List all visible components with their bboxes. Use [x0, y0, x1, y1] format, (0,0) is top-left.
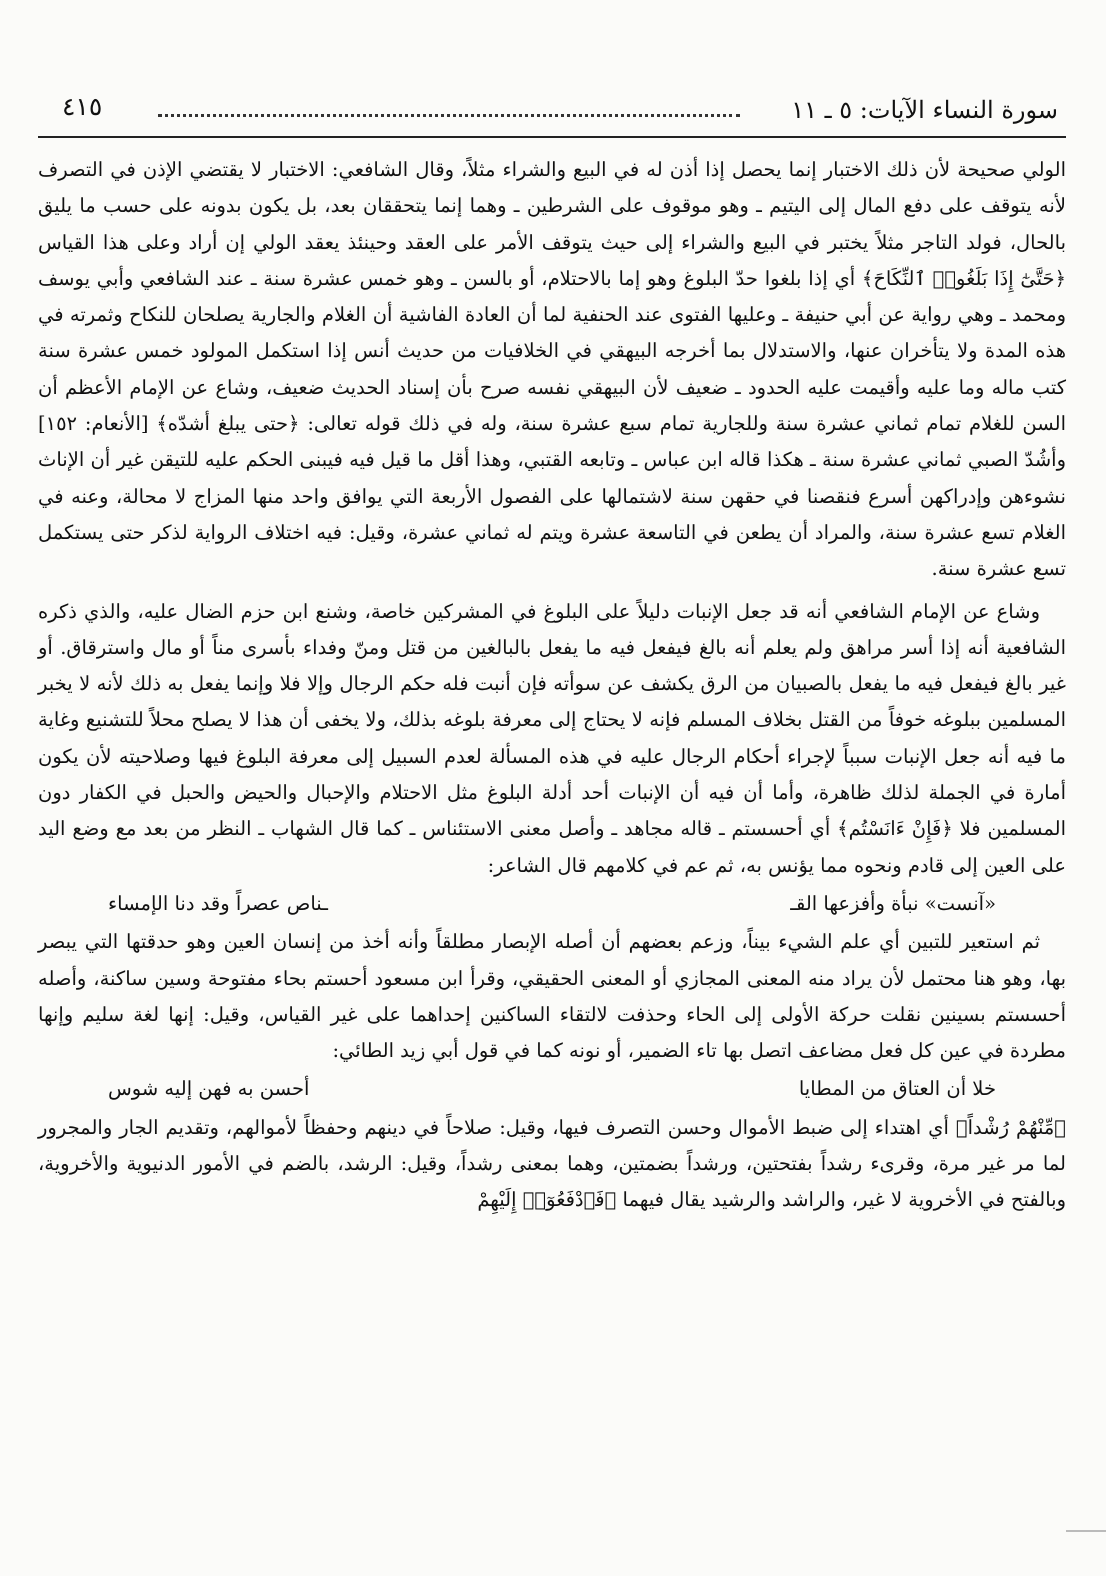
verse-1-second-hemistich: ـناص عصراً وقد دنا الإمساء: [108, 891, 328, 915]
surah-title: سورة النساء الآيات: ٥ ـ ١١: [791, 96, 1058, 124]
verse-1-first-hemistich: «آنست» نبأة وأفزعها القـ: [790, 891, 996, 915]
poetry-verse-1: [38, 886, 1066, 922]
paragraph-4: ﴿مِّنْهُمْ رُشْداً﴾ أي اهتداء إلى ضبط الأموال وحسن التصرف فيها، وقيل: صلاحاً في دينهم وحفظاً لأموالهم، وتقديم الجار والمجرور لما مر غير مرة، وقرىء رشداً بفتحتين، ورشداً بضمتين، وهما بمعنى رشداً، وقيل: الرشد، بالضم في الأمور الدنيوية والأخروية، وبالفتح في الأخروية لا غير، والراشد والرشيد يقال فيهما ﴿فَٱدْفَعُوٓا۟ إِلَيْهِمْ: [38, 1115, 1066, 1212]
main-text: [38, 152, 1066, 1219]
verse-2-first-hemistich: خلا أن العتاق من المطايا: [798, 1077, 996, 1101]
book-page: [38, 92, 1066, 1212]
paragraph-3: ثم استعير للتبين أي علم الشيء بيناً، وزعم بعضهم أن أصله الإبصار مطلقاً وأنه أخذ من إنسان العين وهو حدقتها التي يبصر بها، وهو هنا محتمل لأن يراد منه المعنى المجازي أو المعنى الحقيقي، وقرأ ابن مسعود أحستم بحاء مفتوحة وسين ساكنة، وأصله أحسستم بسينين نقلت حركة الأولى إلى الحاء وحذفت لالتقاء الساكنين إحداهما على غير القياس، وقيل: إنها لغة سليم وإنها مطردة في عين كل فعل مضاعف اتصل بها تاء الضمير، أو نونه كما في قول أبي زيد الطائي:: [38, 930, 1066, 1063]
page-number: ٤١٥: [62, 92, 103, 121]
paragraph-2: وشاع عن الإمام الشافعي أنه قد جعل الإنبات دليلاً على البلوغ في المشركين خاصة، وشنع ابن حزم الضال عليه، والذي ذكره الشافعية أنه إذا أسر مراهق ولم يعلم أنه بالغ فيفعل فيه ما يفعل بالبالغين من قتل ومنّ وفداء بأسرى مناً أو مال واسترقاق. أو غير بالغ فيفعل فيه ما يفعل بالصبيان من الرق يكشف عن سوأته فإن أنبت فله حكم الرجال وإلا فلا وإنما يفعل به ذلك لأنه لا يخبر المسلمين ببلوغه خوفاً من القتل بخلاف المسلم فإنه لا يحتاج إلى معرفة بلوغه بذلك، ولا يخفى أن هذا لا يصلح محلاً للتشنيع وغاية ما فيه أنه جعل الإنبات سبباً لإجراء أحكام الرجال عليه في هذه المسألة لعدم السبيل إلى معرفة البلوغ فيها وصلاحيته لأن يكون أمارة في الجملة لذلك ظاهرة، وأما أن فيه أن الإنبات أحد أدلة البلوغ مثل الاحتلام والإحبال والحيض والحبل في الكفار دون المسلمين فلا ﴿فَإِنْ ءَانَسْتُم﴾ أي أحسستم ـ قاله مجاهد ـ وأصل معنى الاستئناس ـ كما قال الشهاب ـ النظر من بعد مع وضع اليد على العين إلى قادم ونحوه مما يؤنس به، ثم عم في كلامهم قال الشاعر:: [38, 599, 1066, 877]
poetry-verse-2: [38, 1071, 1066, 1107]
footer-corner-rule: [1066, 1530, 1106, 1532]
paragraph-1: الولي صحيحة لأن ذلك الاختبار إنما يحصل إذا أذن له في البيع والشراء مثلاً، وقال الشافعي: الاختبار لا يقتضي الإذن في التصرف لأنه يتوقف على دفع المال إلى اليتيم ـ وهو موقوف على الشرطين ـ وهما إنما يتحققان بعد، بل يكون بدونه على حسب ما يليق بالحال، فولد التاجر مثلاً يختبر في البيع والشراء إلى حيث يتوقف الأمر على العقد وحينئذ يعقد الولي إن أراد وعلى هذا القياس ﴿حَتَّىٰٓ إِذَا بَلَغُوا۟ ٱلنِّكَاحَ﴾ أي إذا بلغوا حدّ البلوغ وهو إما بالاحتلام، أو بالسن ـ وهو خمس عشرة سنة ـ عند الشافعي وأبي يوسف ومحمد ـ وهي رواية عن أبي حنيفة ـ وعليها الفتوى عند الحنفية لما أن العادة الفاشية أن الغلام والجارية يصلحان للنكاح وثمرته في هذه المدة ولا يتأخران عنها، والاستدلال بما أخرجه البيهقي في الخلافيات من حديث أنس إذا استكمل المولود خمس عشرة سنة كتب ماله وما عليه وأقيمت عليه الحدود ـ ضعيف لأن البيهقي نفسه صرح بأن إسناد الحديث ضعيف، وشاع عن الإمام الأعظم أن السن للغلام تمام ثماني عشرة سنة وللجارية تمام سبع عشرة سنة، وله في ذلك قوله تعالى: ﴿حتى يبلغ أشدّه﴾ [الأنعام: ١٥٢] وأشُدّ الصبي ثماني عشرة سنة ـ هكذا قاله ابن عباس ـ وتابعه القتبي، وهذا أقل ما قيل فيه فيبنى الحكم عليه للتيقن غير أن الإناث نشوءهن وإدراكهن أسرع فنقصنا في حقهن سنة لاشتمالها على الفصول الأربعة التي يوافق واحد منها المزاج لا محالة، وعنه في الغلام تسع عشرة سنة، والمراد أن يطعن في التاسعة عشرة ويتم له ثماني عشرة، وقيل: فيه اختلاف الرواية لذكر حتى يستكمل تسع عشرة سنة.: [38, 158, 1066, 581]
verse-2-second-hemistich: أحسن به فهن إليه شوس: [108, 1077, 310, 1101]
header-rule: [38, 136, 1066, 138]
leader-dots: [158, 104, 740, 117]
running-header: [38, 92, 1066, 136]
